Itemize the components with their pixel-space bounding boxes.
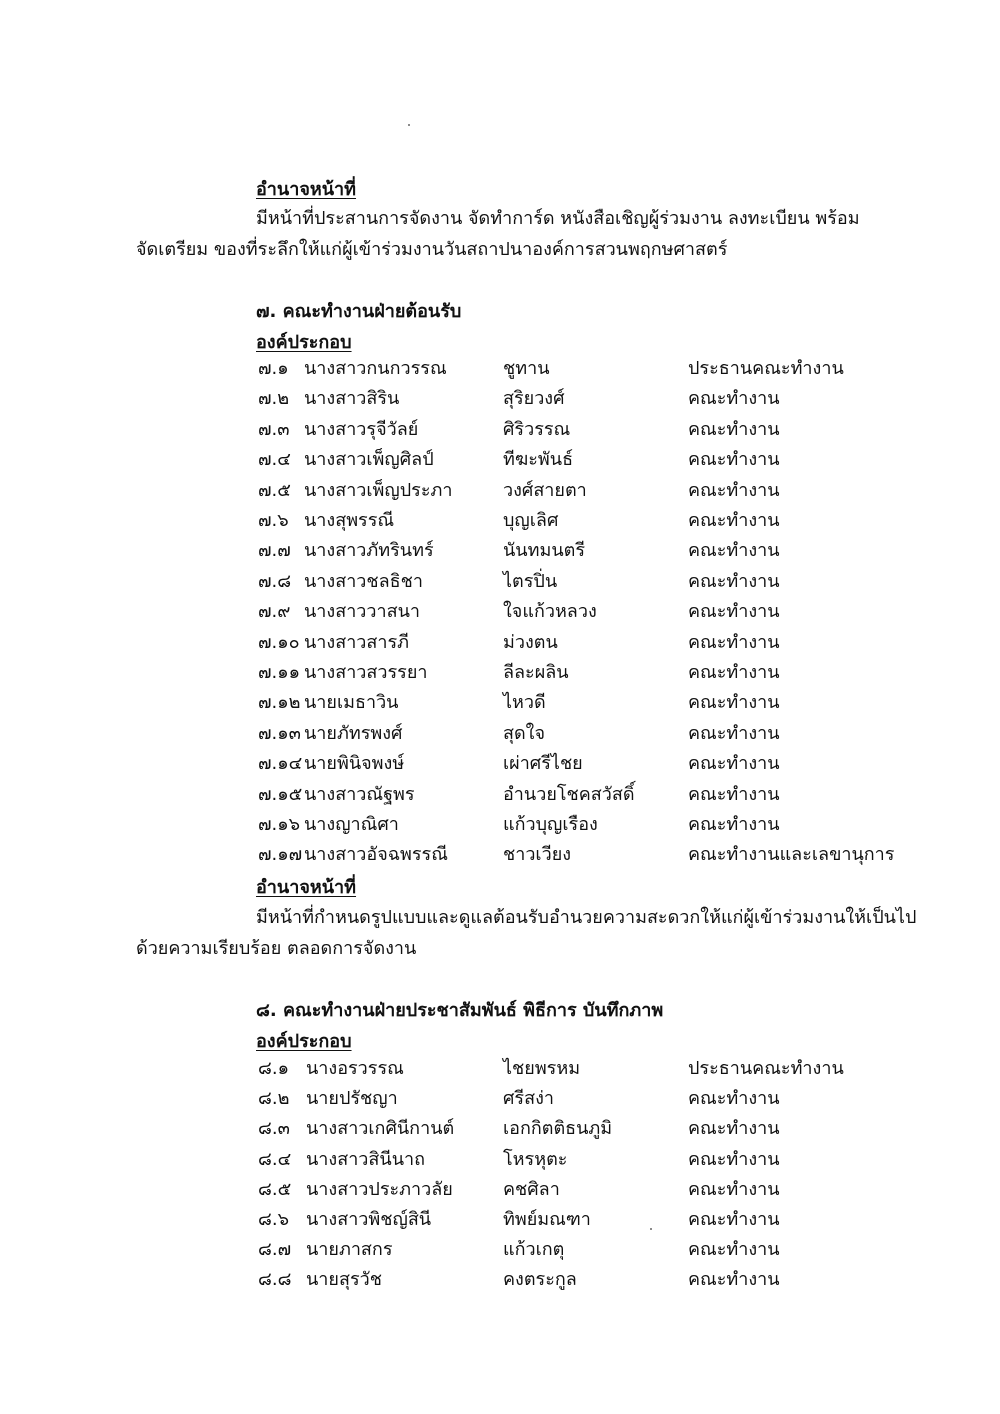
member-first-name: นายพินิจพงษ์ xyxy=(304,753,405,775)
member-number: ๗.๗ xyxy=(258,540,291,562)
member-number: ๗.๑๐ xyxy=(258,631,300,653)
member-number: ๘.๒ xyxy=(258,1088,290,1110)
member-role: คณะทำงาน xyxy=(688,479,780,501)
member-number: ๗.๑๑ xyxy=(258,662,301,683)
member-number: ๘.๕ xyxy=(258,1178,292,1200)
member-row xyxy=(0,692,1000,722)
member-role: คณะทำงาน xyxy=(688,510,780,531)
member-number: ๗.๑๗ xyxy=(258,844,303,866)
member-row xyxy=(0,723,1000,753)
member-first-name: นางสาวอัจฉพรรณี xyxy=(304,844,448,866)
member-last-name: บุญเลิศ xyxy=(503,510,559,531)
member-row xyxy=(0,844,1000,874)
member-number: ๗.๘ xyxy=(258,570,292,592)
member-role: คณะทำงาน xyxy=(688,540,780,562)
member-last-name: ไชยพรหม xyxy=(503,1058,581,1079)
member-row xyxy=(0,1179,1000,1209)
member-row xyxy=(0,388,1000,418)
member-first-name: นางสาวณัฐพร xyxy=(304,783,415,805)
member-role: คณะทำงาน xyxy=(688,662,780,683)
member-number: ๘.๔ xyxy=(258,1148,292,1170)
member-last-name: ใจแก้วหลวง xyxy=(503,601,597,623)
member-row xyxy=(0,814,1000,844)
member-number: ๗.๙ xyxy=(258,601,291,623)
member-last-name: คงตระกูล xyxy=(503,1269,577,1291)
member-last-name: วงศ์สายตา xyxy=(503,479,587,501)
section-8-title: ๘. คณะทำงานฝ่ายประชาสัมพันธ์ พิธีการ บันทึกภาพ xyxy=(256,1000,664,1021)
member-first-name: นางสาววาสนา xyxy=(304,601,421,623)
member-number: ๗.๑๕ xyxy=(258,783,303,805)
member-first-name: นางสาวสารภี xyxy=(304,631,410,653)
member-last-name: ไตรปิ่น xyxy=(503,570,558,592)
member-last-name: ศรีสง่า xyxy=(503,1088,554,1110)
member-number: ๗.๑๒ xyxy=(258,692,301,714)
member-role: คณะทำงาน xyxy=(688,631,780,653)
member-role: คณะทำงานและเลขานุการ xyxy=(688,844,895,866)
member-first-name: นางสุพรรณี xyxy=(304,510,395,531)
member-first-name: นางสาวสิริน xyxy=(304,388,400,410)
member-number: ๗.๑ xyxy=(258,358,289,379)
member-number: ๗.๔ xyxy=(258,449,291,471)
member-row xyxy=(0,1239,1000,1269)
member-last-name: เผ่าศรีไชย xyxy=(503,753,583,775)
member-first-name: นางสาวเพ็ญศิลป์ xyxy=(304,449,434,471)
member-last-name: ศิริวรรณ xyxy=(503,418,571,440)
member-number: ๘.๓ xyxy=(258,1118,290,1140)
member-row xyxy=(0,632,1000,662)
section-7-duty-line1: มีหน้าที่กำหนดรูปแบบและดูแลต้อนรับอำนวยความสะดวกให้แก่ผู้เข้าร่วมงานให้เป็นไป xyxy=(256,907,917,928)
section-7-title: ๗. คณะทำงานฝ่ายต้อนรับ xyxy=(256,301,462,322)
member-row xyxy=(0,1058,1000,1088)
member-row xyxy=(0,1269,1000,1299)
member-role: ประธานคณะทำงาน xyxy=(688,1058,844,1079)
member-first-name: นางสาวชลธิชา xyxy=(304,570,423,592)
member-last-name: ทีฆะพันธ์ xyxy=(503,449,574,471)
section-7-duty-line2: ด้วยความเรียบร้อย ตลอดการจัดงาน xyxy=(136,938,417,959)
member-row xyxy=(0,1149,1000,1179)
member-row xyxy=(0,540,1000,570)
member-first-name: นางสาวรุจีวัลย์ xyxy=(304,418,419,440)
member-role: คณะทำงาน xyxy=(688,783,780,805)
member-number: ๘.๖ xyxy=(258,1209,290,1230)
member-first-name: นางญาณิศา xyxy=(304,814,399,835)
member-row xyxy=(0,510,1000,540)
member-last-name: สุริยวงศ์ xyxy=(503,388,565,410)
member-role: คณะทำงาน xyxy=(688,418,780,440)
section-6-duty-line2: จัดเตรียม ของที่ระลึกให้แก่ผู้เข้าร่วมงานวันสถาปนาองค์การสวนพฤกษศาสตร์ xyxy=(136,239,728,260)
section-6-duty-line1: มีหน้าที่ประสานการจัดงาน จัดทำการ์ด หนังสือเชิญผู้ร่วมงาน ลงทะเบียน พร้อม xyxy=(256,208,860,229)
member-last-name: นันทมนตรี xyxy=(503,540,586,562)
member-row xyxy=(0,662,1000,692)
member-number: ๗.๑๔ xyxy=(258,753,303,775)
scan-speck xyxy=(408,124,410,126)
member-row xyxy=(0,449,1000,479)
member-last-name: ชาวเวียง xyxy=(503,844,572,866)
section-6-duty-heading: อำนาจหน้าที่ xyxy=(256,179,357,200)
member-row xyxy=(0,419,1000,449)
member-last-name: แก้วบุญเรือง xyxy=(503,814,598,835)
member-last-name: สุดใจ xyxy=(503,722,546,744)
member-number: ๗.๒ xyxy=(258,388,290,410)
section-8-members-heading: องค์ประกอบ xyxy=(256,1031,352,1052)
member-last-name: ไหวดี xyxy=(503,692,546,714)
member-number: ๘.๗ xyxy=(258,1239,292,1261)
member-row xyxy=(0,1209,1000,1239)
member-number: ๘.๑ xyxy=(258,1058,290,1079)
member-last-name: อำนวยโชคสวัสดิ์ xyxy=(503,783,635,805)
member-role: คณะทำงาน xyxy=(688,814,780,835)
member-role: ประธานคณะทำงาน xyxy=(688,358,844,379)
member-first-name: นายภัทรพงศ์ xyxy=(304,722,403,744)
member-first-name: นางสาวเพ็ญประภา xyxy=(304,479,453,501)
section-7-members-heading: องค์ประกอบ xyxy=(256,332,352,353)
member-first-name: นางสาวสวรรยา xyxy=(304,662,428,683)
member-first-name: นายปรัชญา xyxy=(306,1088,398,1110)
member-row xyxy=(0,1118,1000,1148)
member-first-name: นางสาวสินีนาถ xyxy=(306,1148,426,1170)
member-last-name: ม่วงตน xyxy=(503,631,558,653)
member-role: คณะทำงาน xyxy=(688,449,780,471)
member-number: ๗.๑๖ xyxy=(258,814,301,835)
member-role: คณะทำงาน xyxy=(688,1239,780,1261)
member-number: ๗.๓ xyxy=(258,418,290,440)
member-first-name: นายภาสกร xyxy=(306,1239,393,1261)
member-role: คณะทำงาน xyxy=(688,692,780,714)
member-role: คณะทำงาน xyxy=(688,1118,780,1140)
member-row xyxy=(0,1088,1000,1118)
member-role: คณะทำงาน xyxy=(688,1148,780,1170)
member-last-name: คชศิลา xyxy=(503,1178,560,1200)
member-role: คณะทำงาน xyxy=(688,1088,780,1110)
member-number: ๗.๕ xyxy=(258,479,291,501)
member-first-name: นางสาวพิชญ์สินี xyxy=(306,1209,432,1230)
section-7-duty-heading: อำนาจหน้าที่ xyxy=(256,877,357,898)
member-last-name: เอกกิตติธนภูมิ xyxy=(503,1118,613,1140)
member-number: ๗.๑๓ xyxy=(258,722,301,744)
member-role: คณะทำงาน xyxy=(688,722,780,744)
member-row xyxy=(0,480,1000,510)
member-first-name: นางสาวประภาวลัย xyxy=(306,1178,453,1200)
member-row xyxy=(0,571,1000,601)
member-role: คณะทำงาน xyxy=(688,1209,780,1230)
member-number: ๘.๘ xyxy=(258,1269,292,1291)
member-first-name: นายสุรวัช xyxy=(306,1269,382,1291)
member-first-name: นางอรวรรณ xyxy=(306,1058,404,1079)
member-last-name: โหรหุตะ xyxy=(503,1148,568,1170)
member-last-name: ทิพย์มณฑา xyxy=(503,1209,591,1230)
member-role: คณะทำงาน xyxy=(688,1269,780,1291)
member-role: คณะทำงาน xyxy=(688,388,780,410)
member-role: คณะทำงาน xyxy=(688,601,780,623)
member-row xyxy=(0,753,1000,783)
member-row xyxy=(0,358,1000,388)
member-row xyxy=(0,601,1000,631)
member-role: คณะทำงาน xyxy=(688,1178,780,1200)
member-row xyxy=(0,784,1000,814)
member-number: ๗.๖ xyxy=(258,510,289,531)
member-last-name: แก้วเกตุ xyxy=(503,1239,565,1261)
member-last-name: ลีละผลิน xyxy=(503,662,569,683)
member-first-name: นางสาวกนกวรรณ xyxy=(304,358,447,379)
member-first-name: นายเมธาวิน xyxy=(304,692,399,714)
member-role: คณะทำงาน xyxy=(688,753,780,775)
member-first-name: นางสาวเกศินีกานต์ xyxy=(306,1118,455,1140)
member-role: คณะทำงาน xyxy=(688,570,780,592)
member-first-name: นางสาวภัทรินทร์ xyxy=(304,540,434,562)
member-last-name: ชูทาน xyxy=(503,358,550,379)
